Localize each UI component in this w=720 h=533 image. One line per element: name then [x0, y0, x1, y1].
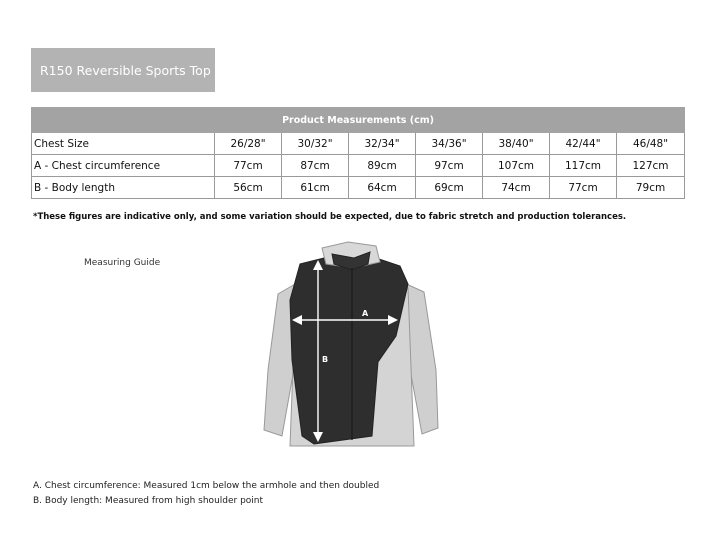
table-cell: 32/34" — [349, 133, 416, 155]
measuring-guide-label: Measuring Guide — [84, 258, 161, 268]
table-cell: 34/36" — [416, 133, 483, 155]
table-cell: 77cm — [550, 177, 617, 199]
note-b: B. Body length: Measured from high shoulder point — [33, 496, 264, 506]
jacket-diagram — [252, 240, 452, 462]
table-cell: 127cm — [617, 155, 685, 177]
table-cell: 74cm — [483, 177, 550, 199]
row-label: Chest Size — [32, 133, 215, 155]
table-row — [32, 133, 685, 155]
table-cell: 77cm — [215, 155, 282, 177]
table-cell: 89cm — [349, 155, 416, 177]
product-title: R150 Reversible Sports Top — [31, 48, 215, 92]
table-row — [32, 155, 685, 177]
row-label: B - Body length — [32, 177, 215, 199]
table-cell: 64cm — [349, 177, 416, 199]
measurements-table — [31, 107, 685, 199]
label-b: B — [322, 355, 329, 364]
row-label: A - Chest circumference — [32, 155, 215, 177]
table-cell: 38/40" — [483, 133, 550, 155]
table-cell: 61cm — [282, 177, 349, 199]
table-cell: 79cm — [617, 177, 685, 199]
table-cell: 30/32" — [282, 133, 349, 155]
table-cell: 69cm — [416, 177, 483, 199]
table-cell: 107cm — [483, 155, 550, 177]
table-cell: 97cm — [416, 155, 483, 177]
table-row — [32, 177, 685, 199]
label-a: A — [362, 309, 369, 318]
table-header: Product Measurements (cm) — [32, 108, 685, 133]
table-cell: 56cm — [215, 177, 282, 199]
table-cell: 46/48" — [617, 133, 685, 155]
disclaimer: *These figures are indicative only, and some variation should be expected, due to fabric stretch and production tolerances. — [33, 212, 627, 222]
table-cell: 26/28" — [215, 133, 282, 155]
table-cell: 117cm — [550, 155, 617, 177]
note-a: A. Chest circumference: Measured 1cm below the armhole and then doubled — [33, 481, 380, 491]
table-cell: 87cm — [282, 155, 349, 177]
table-cell: 42/44" — [550, 133, 617, 155]
